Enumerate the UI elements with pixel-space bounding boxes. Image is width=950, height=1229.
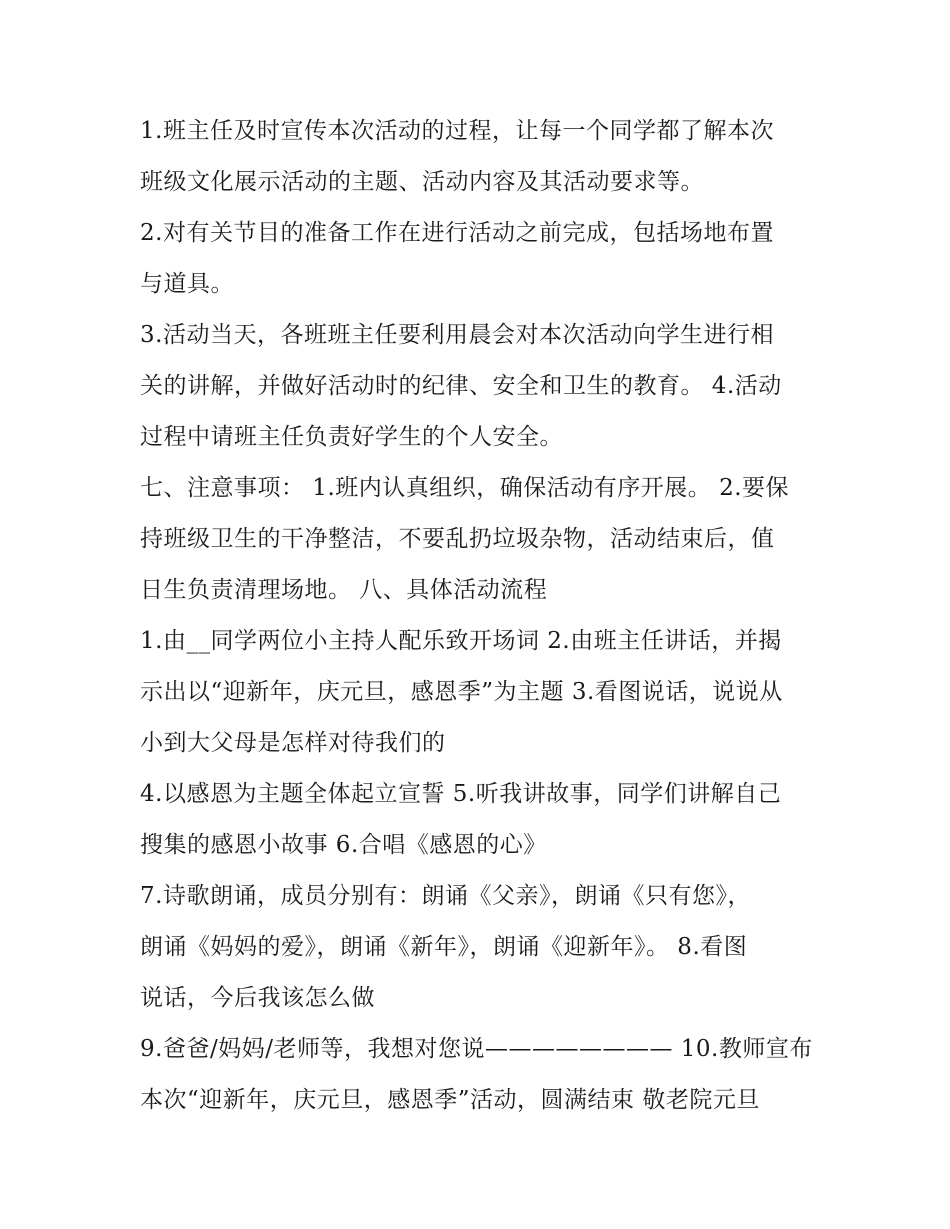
text-line: 过程中请班主任负责好学生的个人安全。	[140, 424, 563, 450]
text-line: 示出以“迎新年，庆元旦，感恩季”为主题 3.看图说话，说说从	[140, 679, 783, 705]
text-line: 日生负责清理场地。 八、具体活动流程	[140, 577, 548, 603]
text-line: 小到大父母是怎样对待我们的	[140, 730, 446, 756]
text-line: 2.对有关节目的准备工作在进行活动之前完成，包括场地布置	[140, 220, 774, 246]
text-line: 本次“迎新年，庆元旦，感恩季”活动，圆满结束 敬老院元旦	[140, 1087, 760, 1113]
text-line: 班级文化展示活动的主题、活动内容及其活动要求等。	[140, 169, 704, 195]
text-line: 与道具。	[140, 271, 234, 297]
text-line: 持班级卫生的干净整洁，不要乱扔垃圾杂物，活动结束后，值	[140, 526, 775, 552]
text-line: 朗诵《妈妈的爱》，朗诵《新年》，朗诵《迎新年》。 8.看图	[140, 934, 748, 960]
text-line: 3.活动当天，各班班主任要利用晨会对本次活动向学生进行相	[140, 322, 774, 348]
text-line: 4.以感恩为主题全体起立宣誓 5.听我讲故事，同学们讲解自己	[140, 781, 782, 807]
text-line: 1.班主任及时宣传本次活动的过程，让每一个同学都了解本次	[140, 118, 774, 144]
text-line: 9.爸爸/妈妈/老师等，我想对您说———————— 10.教师宣布	[140, 1036, 813, 1062]
document-body	[140, 106, 820, 1126]
text-line: 说话，今后我该怎么做	[140, 985, 375, 1011]
text-line: 七、注意事项： 1.班内认真组织，确保活动有序开展。 2.要保	[140, 475, 790, 501]
text-line: 关的讲解，并做好活动时的纪律、安全和卫生的教育。 4.活动	[140, 373, 782, 399]
text-line: 1.由__同学两位小主持人配乐致开场词 2.由班主任讲话，并揭	[140, 628, 782, 654]
text-line: 搜集的感恩小故事 6.合唱《感恩的心》	[140, 832, 547, 858]
text-line: 7.诗歌朗诵，成员分别有：朗诵《父亲》，朗诵《只有您》，	[140, 883, 751, 909]
